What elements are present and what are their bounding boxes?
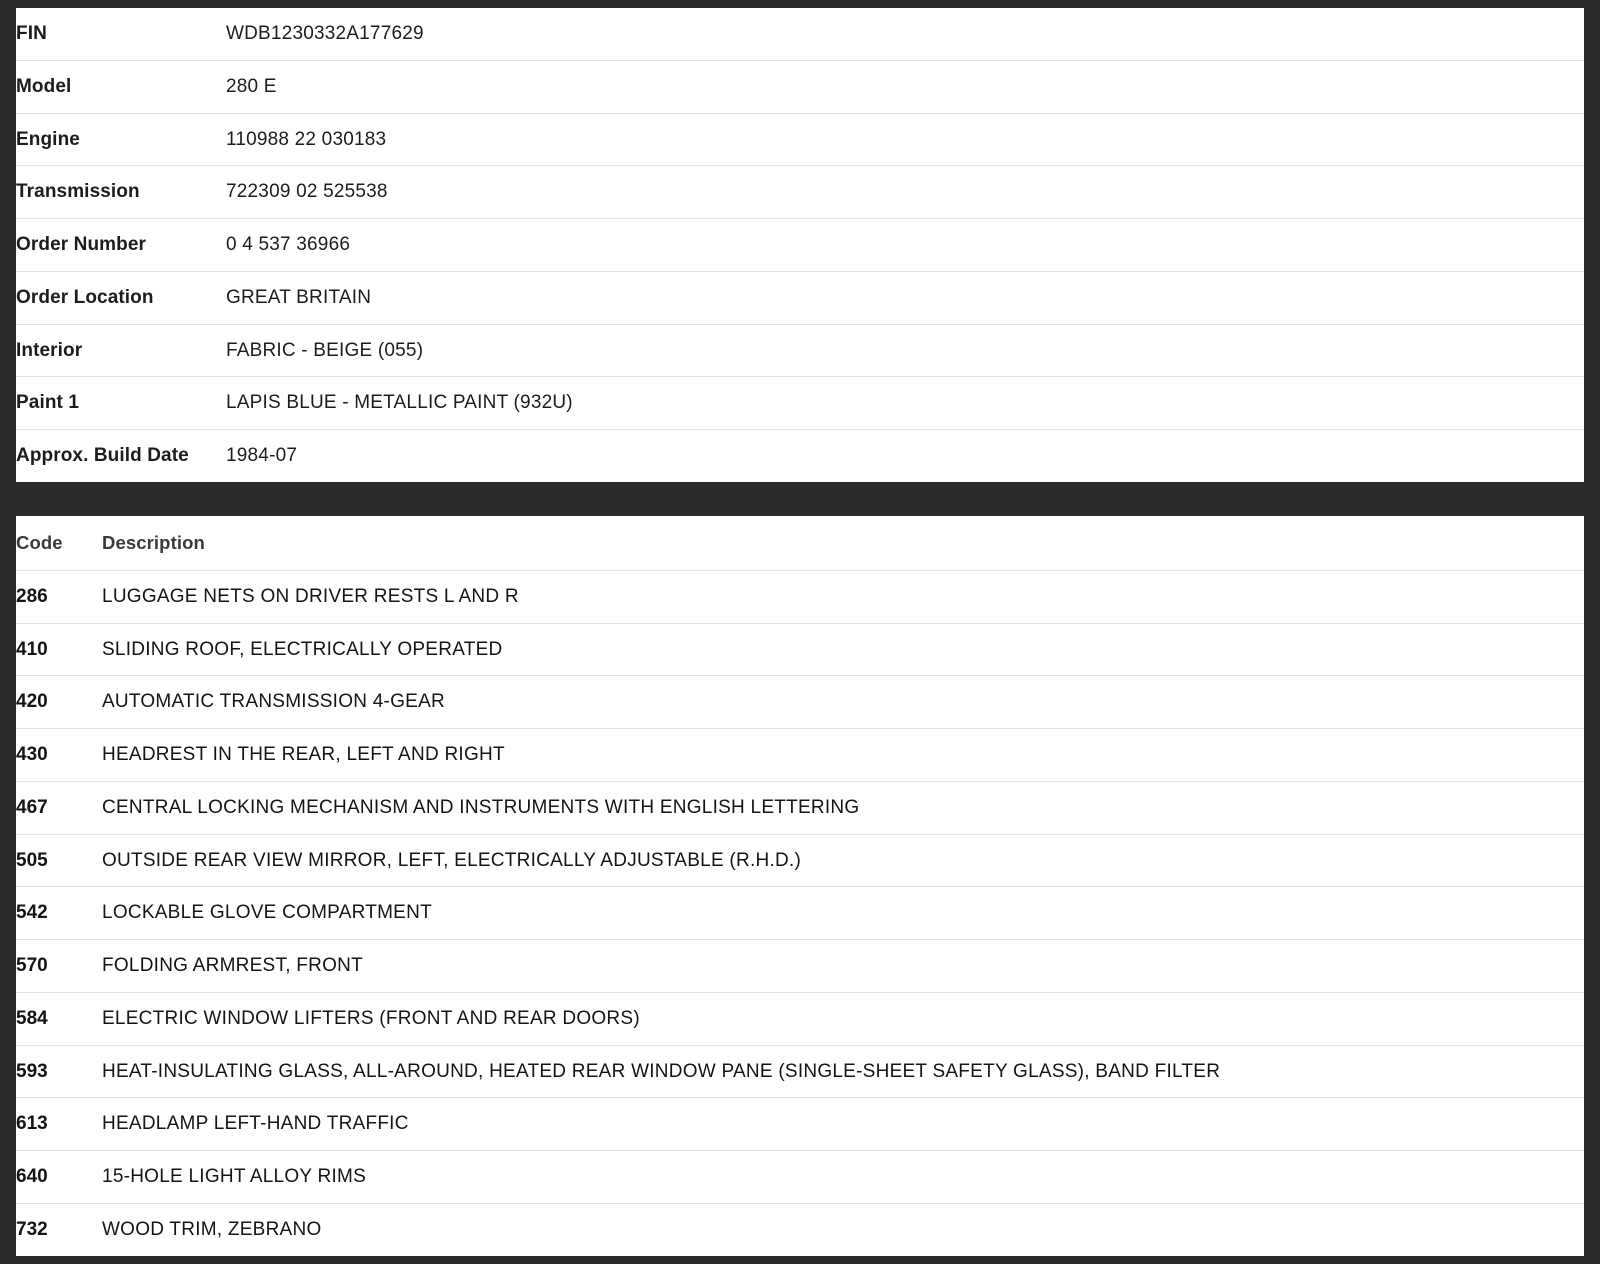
table-header-row bbox=[16, 516, 1584, 571]
table-row bbox=[16, 1151, 1584, 1204]
option-code: 732 bbox=[16, 1218, 48, 1240]
table-row bbox=[16, 729, 1584, 782]
option-description: LUGGAGE NETS ON DRIVER RESTS L AND R bbox=[102, 585, 519, 607]
spec-value: LAPIS BLUE - METALLIC PAINT (932U) bbox=[226, 392, 573, 414]
option-description: FOLDING ARMREST, FRONT bbox=[102, 955, 363, 976]
table-row bbox=[16, 430, 1584, 482]
table-row bbox=[16, 377, 1584, 430]
table-row bbox=[16, 676, 1584, 729]
table-row bbox=[16, 166, 1584, 219]
spec-label: Order Number bbox=[16, 234, 147, 255]
spec-label: Paint 1 bbox=[16, 392, 79, 414]
spec-value: 280 E bbox=[226, 75, 277, 97]
spec-value: 722309 02 525538 bbox=[226, 181, 388, 203]
table-row bbox=[16, 1203, 1584, 1255]
option-code: 467 bbox=[16, 796, 48, 818]
option-description: HEAT-INSULATING GLASS, ALL-AROUND, HEATED REAR WINDOW PANE (SINGLE-SHEET SAFETY GLASS), BAND FILTER bbox=[102, 1060, 1221, 1082]
option-code: 584 bbox=[16, 1007, 48, 1029]
table-row bbox=[16, 834, 1584, 887]
spec-label: Model bbox=[16, 75, 72, 97]
option-code: 542 bbox=[16, 902, 48, 924]
spec-label: Transmission bbox=[16, 181, 140, 203]
table-row bbox=[16, 219, 1584, 272]
section-divider-band bbox=[0, 482, 1600, 516]
option-code: 505 bbox=[16, 849, 48, 871]
column-header-code: Code bbox=[16, 516, 102, 571]
spec-value: 0 4 537 36966 bbox=[226, 234, 351, 255]
option-description: ELECTRIC WINDOW LIFTERS (FRONT AND REAR DOORS) bbox=[102, 1007, 640, 1029]
table-row bbox=[16, 8, 1584, 60]
option-description: HEADREST IN THE REAR, LEFT AND RIGHT bbox=[102, 744, 505, 765]
table-row bbox=[16, 887, 1584, 940]
table-row bbox=[16, 1045, 1584, 1098]
option-description: OUTSIDE REAR VIEW MIRROR, LEFT, ELECTRICALLY ADJUSTABLE (R.H.D.) bbox=[102, 849, 802, 871]
spec-value: 1984-07 bbox=[226, 445, 298, 466]
option-code: 570 bbox=[16, 955, 48, 976]
table-row bbox=[16, 113, 1584, 166]
spec-value: WDB1230332A177629 bbox=[226, 23, 424, 44]
option-description: WOOD TRIM, ZEBRANO bbox=[102, 1218, 322, 1240]
options-table-head bbox=[16, 516, 1584, 571]
vehicle-data-body bbox=[16, 8, 1584, 482]
top-dark-band bbox=[0, 0, 1600, 8]
option-description: CENTRAL LOCKING MECHANISM AND INSTRUMENTS WITH ENGLISH LETTERING bbox=[102, 796, 860, 818]
vehicle-data-card bbox=[16, 8, 1584, 482]
table-row bbox=[16, 940, 1584, 993]
table-row bbox=[16, 992, 1584, 1045]
option-code: 420 bbox=[16, 691, 48, 713]
table-row bbox=[16, 570, 1584, 623]
options-card bbox=[16, 516, 1584, 1256]
table-row bbox=[16, 271, 1584, 324]
spec-value: GREAT BRITAIN bbox=[226, 286, 372, 308]
table-row bbox=[16, 623, 1584, 676]
option-description: AUTOMATIC TRANSMISSION 4-GEAR bbox=[102, 691, 445, 713]
spec-label: FIN bbox=[16, 23, 47, 44]
spec-value: 110988 22 030183 bbox=[226, 128, 387, 150]
table-row bbox=[16, 781, 1584, 834]
bottom-dark-band bbox=[0, 1256, 1600, 1264]
option-code: 640 bbox=[16, 1166, 48, 1187]
column-header-description: Description bbox=[102, 516, 1584, 571]
option-description: SLIDING ROOF, ELECTRICALLY OPERATED bbox=[102, 638, 503, 660]
option-code: 410 bbox=[16, 638, 48, 660]
spec-label: Interior bbox=[16, 339, 83, 361]
table-row bbox=[16, 324, 1584, 377]
option-description: LOCKABLE GLOVE COMPARTMENT bbox=[102, 902, 432, 924]
option-code: 593 bbox=[16, 1060, 48, 1082]
spec-value: FABRIC - BEIGE (055) bbox=[226, 339, 424, 361]
spec-label: Order Location bbox=[16, 286, 154, 308]
option-description: 15-HOLE LIGHT ALLOY RIMS bbox=[102, 1166, 367, 1187]
option-code: 430 bbox=[16, 744, 48, 765]
table-row bbox=[16, 60, 1584, 113]
options-table bbox=[16, 516, 1584, 1256]
options-table-body bbox=[16, 570, 1584, 1255]
option-code: 286 bbox=[16, 585, 48, 607]
spec-label: Engine bbox=[16, 128, 80, 150]
table-row bbox=[16, 1098, 1584, 1151]
vehicle-data-table bbox=[16, 8, 1584, 482]
option-code: 613 bbox=[16, 1113, 48, 1135]
option-description: HEADLAMP LEFT-HAND TRAFFIC bbox=[102, 1113, 409, 1135]
spec-label: Approx. Build Date bbox=[16, 445, 189, 466]
